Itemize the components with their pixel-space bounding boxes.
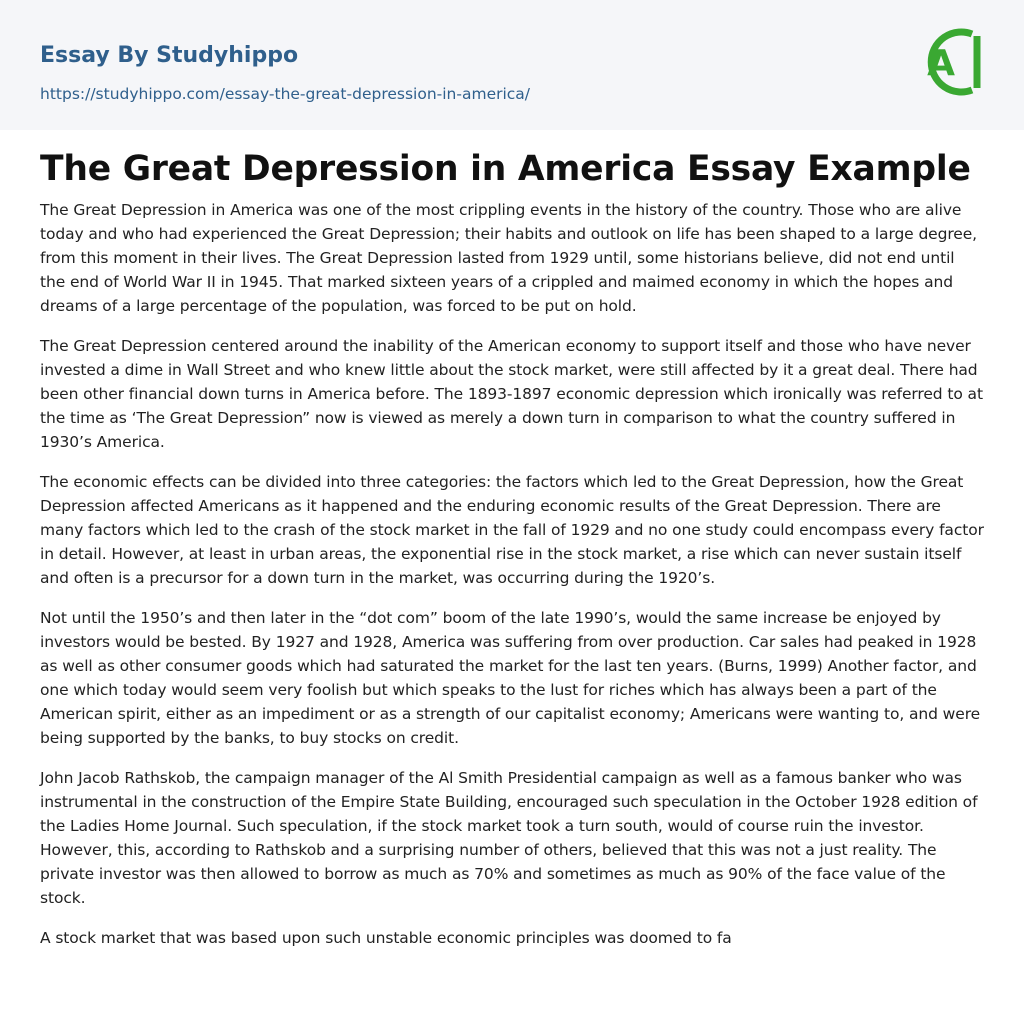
essay-paragraph: The economic effects can be divided into three categories: the factors which led to the Great Depression, how the Great Depression affected Americans as it happened and the enduring economic results of the Great Depression. There are many factors which led to the crash of the stock market in the fall of 1929 and no one study could encompass every factor in detail. However, at least in urban areas, the exponential rise in the stock market, a rise which can never sustain itself and often is a precursor for a down turn in the market, was occurring during the 1920’s. <box>40 473 984 587</box>
site-name[interactable]: Essay By Studyhippo <box>40 43 299 68</box>
logo-letter: A <box>927 43 955 84</box>
essay-paragraph-truncated: A stock market that was based upon such unstable economic principles was doomed to fa <box>40 929 732 947</box>
studyhippo-logo-icon[interactable] <box>914 18 986 106</box>
essay-paragraph: Not until the 1950’s and then later in the “dot com” boom of the late 1990’s, would the same increase be enjoyed by investors would be bested. By 1927 and 1928, America was suffering from over production. Car sales had peaked in 1928 as well as other consumer goods which had saturated the market for the last ten years. (Burns, 1999) Another factor, and one which today would seem very foolish but which speaks to the lust for riches which has always been a part of the American spirit, either as an impediment or as a strength of our capitalist economy; Americans were wanting to, and were being supported by the banks, to buy stocks on credit. <box>40 609 981 747</box>
essay-paragraph: The Great Depression in America was one of the most crippling events in the history of the country. Those who are alive today and who had experienced the Great Depression; their habits and outlook on life has been shaped to a large degree, from this moment in their lives. The Great Depression lasted from 1929 until, some historians believe, did not end until the end of World War II in 1945. That marked sixteen years of a crippled and maimed economy in which the hopes and dreams of a large percentage of the population, was forced to be put on hold. <box>40 201 977 315</box>
essay-paragraph: John Jacob Rathskob, the campaign manager of the Al Smith Presidential campaign as well as a famous banker who was instrumental in the construction of the Empire State Building, encouraged such speculation in the October 1928 edition of the Ladies Home Journal. Such speculation, if the stock market took a turn south, would of course ruin the investor. However, this, according to Rathskob and a surprising number of others, believed that this was not a just reality. The private investor was then allowed to borrow as much as 70% and sometimes as much as 90% of the face value of the stock. <box>40 769 978 907</box>
essay-content <box>0 146 1024 950</box>
essay-paragraph: The Great Depression centered around the inability of the American economy to support itself and those who have never invested a dime in Wall Street and who knew little about the stock market, were still affected by it a great deal. There had been other financial down turns in America before. The 1893-1897 economic depression which ironically was referred to at the time as ‘The Great Depression” now is viewed as merely a down turn in comparison to what the country suffered in 1930’s America. <box>40 337 983 451</box>
essay-title: The Great Depression in America Essay Example <box>40 149 971 189</box>
essay-url-link[interactable]: https://studyhippo.com/essay-the-great-depression-in-america/ <box>40 85 531 103</box>
site-header <box>0 0 1024 130</box>
